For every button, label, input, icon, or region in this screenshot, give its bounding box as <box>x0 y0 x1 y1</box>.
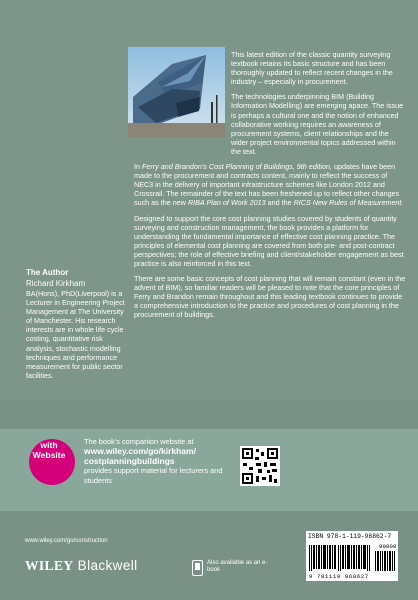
companion-url[interactable]: www.wiley.com/go/kirkham/ costplanningbuildings <box>84 446 196 467</box>
barcode-icon <box>309 545 371 571</box>
companion-website-text: The book's companion website at www.wiley.com/go/kirkham/ costplanningbuildings provides support material for lecturers and students <box>84 437 223 485</box>
ebook-icon <box>192 560 203 576</box>
edition-paragraph: In Ferry and Brandon's Cost Planning of Buildings, 9th edition, updates have been made to the procurement and contracts content, mainly to reflect the success of NEC3 in the delivery of important infrastructure schemes like London 2012 and Crossrail. The remainder of the text has been freshened up to reflect other changes such as the new RIBA Plan of Work 2013 and the RICS New Rules of Measurement. <box>134 162 404 208</box>
website-badge-label: with Website <box>32 440 66 460</box>
author-heading: The Author <box>26 268 69 277</box>
author-block <box>26 268 127 380</box>
author-bio: BA(Hons), PhD(Liverpool) is a Lecturer in Engineering Project Management at The University of Manchester. His research interests are in whole life cycle costing, quantitative risk analysis, stochastic modelling techniques and performance measurement for public sector facilities. <box>26 289 125 380</box>
publisher-logo: WILEY Blackwell <box>25 558 138 573</box>
bim-paragraph: The technologies underpinning BIM (Building Information Modelling) are emerging apace. The issue is perhaps a cultural one and the notion of enhanced collaborative working requires an awareness of procurement systems, client relationships and the wider project environmental topics addressed within the text. <box>231 92 404 156</box>
isbn-text: ISBN 978-1-119-96862-7 <box>308 533 392 540</box>
qr-code-icon <box>240 446 280 486</box>
addon-barcode-icon <box>375 551 395 571</box>
description-text <box>134 50 406 326</box>
concepts-paragraph: There are some basic concepts of cost planning that will remain constant (even in the advent of BIM), so familiar readers will be pleased to note that the core principles of Ferry and Brandon remain throughout and this leading textbook continues to provide a comprehensive introduction to the practice and procedures of cost planning in the procurement of buildings. <box>134 274 406 320</box>
barcode-digits: 9 781119 968627 <box>309 573 369 580</box>
ebook-note: Also available as an e-book <box>207 560 268 574</box>
publisher-url[interactable]: www.wiley.com/go/construction <box>25 538 108 544</box>
intro-paragraph: This latest edition of the classic quantity surveying textbook retains its basic structure and has been thoroughly updated to reflect recent changes in the industry – especially in procurement. <box>231 50 393 87</box>
price-code: 90000 <box>379 543 397 550</box>
design-paragraph: Designed to support the core cost planning studies covered by students of quantity surveying and construction management, the book provides a platform for understanding the fundamental importance of effective cost planning practice. The principles of elemental cost planning are covered from both pre- and post-contract perspectives; the role of effective briefing and client/stakeholder engagement as best practice is also reinforced in this text. <box>134 213 404 268</box>
author-name: Richard Kirkham <box>26 279 86 288</box>
